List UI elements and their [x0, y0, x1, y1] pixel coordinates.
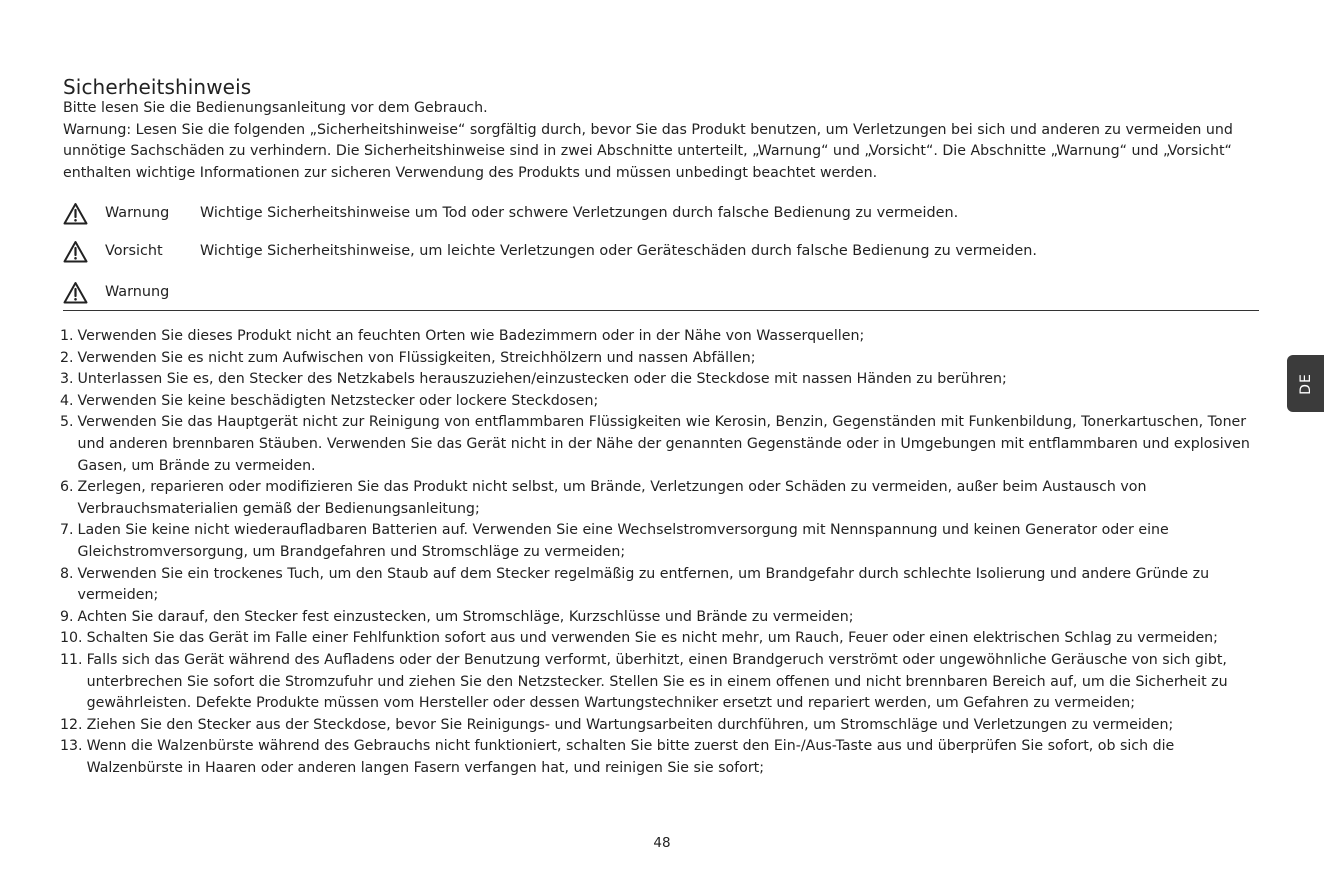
- item-text: Verwenden Sie keine beschädigten Netzstecker oder lockere Steckdosen;: [77, 392, 599, 409]
- item-text: Ziehen Sie den Stecker aus der Steckdose, bevor Sie Reinigungs- und Wartungsarbeiten durchführen, um Stromschläge und Verletzungen zu vermeiden;: [86, 716, 1174, 733]
- item-text: Verwenden Sie ein trockenes Tuch, um den Staub auf dem Stecker regelmäßig zu entfernen, um Brandgefahr durch schlechte Isolierung und andere Gründe zu vermeiden;: [77, 565, 1210, 604]
- item-number: 5.: [60, 414, 74, 431]
- item-number: 6.: [60, 479, 74, 496]
- item-number: 9.: [60, 608, 74, 625]
- intro-paragraph: Warnung: Lesen Sie die folgenden „Sicherheitshinweise“ sorgfältig durch, bevor Sie das Produkt benutzen, um Verletzungen bei sich und anderen zu vermeiden und unnötige Sachschäden zu verhindern. Die Sicherheitshinweise sind in zwei Abschnitte unterteilt, „Warnung“ und „Vorsicht“. Die Abschnitte „Warnung“ und „Vorsicht“ enthalten wichtige Informationen zur sicheren Verwendung des Produkts und müssen unbedingt beachtet werden.: [63, 121, 1233, 181]
- item-text: Schalten Sie das Gerät im Falle einer Fehlfunktion sofort aus und verwenden Sie es nicht mehr, um Rauch, Feuer oder einen elektrischen Schlag zu vermeiden;: [86, 630, 1218, 647]
- list-item: [60, 477, 1255, 520]
- legend-description: Wichtige Sicherheitshinweise um Tod oder schwere Verletzungen durch falsche Bedienung zu vermeiden.: [200, 205, 959, 221]
- item-text: Achten Sie darauf, den Stecker fest einzustecken, um Stromschläge, Kurzschlüsse und Brände zu vermeiden;: [77, 608, 854, 625]
- list-item: [60, 369, 1255, 391]
- item-number: 2.: [60, 349, 74, 366]
- list-item: [60, 564, 1255, 607]
- item-text: Verwenden Sie das Hauptgerät nicht zur Reinigung von entflammbaren Flüssigkeiten wie Kerosin, Benzin, Gegenständen mit Funkenbildung, Tonerkartuschen, Toner und anderen brennbaren Stäuben. Verwenden Sie das Gerät nicht in der Nähe der genannten Gegenstände oder in Umgebungen mit entflammbaren und explosiven Gasen, um Brände zu vermeiden.: [77, 414, 1250, 474]
- legend-row-warnung: [63, 201, 958, 225]
- safety-rules-list: [60, 326, 1255, 779]
- page-number: 48: [653, 835, 671, 851]
- language-tab: [1287, 355, 1324, 412]
- intro-paragraph: Bitte lesen Sie die Bedienungsanleitung vor dem Gebrauch.: [63, 100, 488, 116]
- item-number: 4.: [60, 392, 74, 409]
- list-item: [60, 326, 1255, 348]
- warning-triangle-icon: [63, 202, 88, 225]
- legend-row-vorsicht: [63, 239, 1037, 263]
- page-title: Sicherheitshinweis: [63, 75, 252, 100]
- section-heading-warnung: [63, 280, 169, 304]
- legend-label: Vorsicht: [105, 243, 163, 259]
- item-number: 12.: [60, 716, 83, 733]
- legend-label: Warnung: [105, 205, 170, 221]
- list-item: [60, 412, 1255, 477]
- item-text: Wenn die Walzenbürste während des Gebrauchs nicht funktioniert, schalten Sie bitte zuerst den Ein-/Aus-Taste aus und überprüfen Sie sofort, ob sich die Walzenbürste in Haaren oder anderen langen Fasern verfangen hat, und reinigen Sie sie sofort;: [86, 738, 1175, 776]
- item-number: 11.: [60, 651, 83, 668]
- list-item: [60, 715, 1255, 737]
- item-text: Unterlassen Sie es, den Stecker des Netzkabels herauszuziehen/einzustecken oder die Steckdose mit nassen Händen zu berühren;: [77, 371, 1007, 388]
- item-number: 8.: [60, 565, 74, 582]
- item-number: 3.: [60, 371, 74, 388]
- list-item: [60, 520, 1255, 563]
- item-text: Laden Sie keine nicht wiederaufladbaren Batterien auf. Verwenden Sie eine Wechselstromversorgung mit Nennspannung und keinen Generator oder eine Gleichstromversorgung, um Brandgefahren und Stromschläge zu vermeiden;: [77, 522, 1169, 560]
- item-text: Zerlegen, reparieren oder modifizieren Sie das Produkt nicht selbst, um Brände, Verletzungen oder Schäden zu vermeiden, außer beim Austausch von Verbrauchsmaterialien gemäß der Bedienungsanleitung;: [77, 479, 1147, 517]
- item-number: 1.: [60, 328, 74, 344]
- language-tab-label: DE: [1297, 372, 1314, 395]
- item-text: Falls sich das Gerät während des Aufladens oder der Benutzung verformt, überhitzt, einen Brandgeruch verströmt oder ungewöhnliche Geräusche von sich gibt, unterbrechen Sie sofort die Stromzufuhr und ziehen Sie den Netzstecker. Stellen Sie es in einem offenen und nicht brennbaren Bereich auf, um die Sicherheit zu gewährleisten. Defekte Produkte müssen vom Hersteller oder dessen Wartungstechniker ersetzt und repariert werden, um Gefahren zu vermeiden;: [86, 651, 1228, 712]
- item-number: 13.: [60, 738, 83, 755]
- list-item: [60, 650, 1255, 715]
- list-item: [60, 628, 1255, 650]
- section-divider: [63, 310, 1259, 311]
- item-text: Verwenden Sie es nicht zum Aufwischen von Flüssigkeiten, Streichhölzern und nassen Abfällen;: [77, 349, 756, 366]
- list-item: [60, 391, 1255, 413]
- legend-description: Wichtige Sicherheitshinweise, um leichte Verletzungen oder Geräteschäden durch falsche Bedienung zu vermeiden.: [200, 243, 1037, 259]
- intro-text: [63, 98, 1268, 184]
- item-text: Verwenden Sie dieses Produkt nicht an feuchten Orten wie Badezimmern oder in der Nähe von Wasserquellen;: [77, 328, 865, 344]
- item-number: 7.: [60, 522, 74, 539]
- section-heading-label: Warnung: [105, 284, 170, 300]
- warning-triangle-icon: [63, 281, 88, 304]
- list-item: [60, 607, 1255, 629]
- item-number: 10.: [60, 630, 83, 647]
- list-item: [60, 736, 1255, 779]
- list-item: [60, 348, 1255, 370]
- warning-triangle-icon: [63, 240, 88, 263]
